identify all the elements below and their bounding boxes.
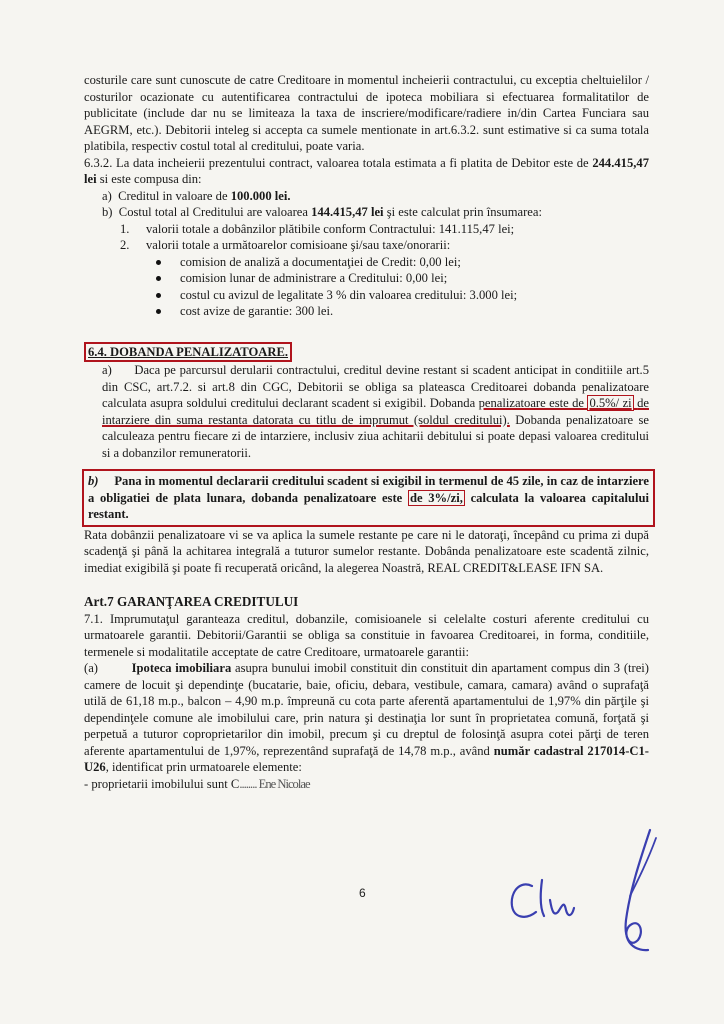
paragraph-rata: Rata dobânzii penalizatoare vi se va aplica la sumele restante pe care ni le datoraţi, începând cu prima zi după scadenţă şi până la achitarea integrală a tuturor sumelor restante. Dobânda penalizatoare este scadentă zilnic, imediat exigibilă şi poate fi recuperată oricând, la alegerea Noastră, REAL CREDIT&LEASE IFN SA. — [84, 527, 649, 575]
list-item: comision lunar de administrare a Creditului: 0,00 lei; — [180, 270, 649, 287]
paragraph-intro: costurile care sunt cunoscute de catre Creditoare in momentul incheierii contractului, cu exceptia cheltuielilor / costurilor ocazionate cu autentificarea contractului de ipoteca mobiliara si efectuarea formalitatilor de publicitate (include dar nu se limiteaza la taxa de inscriere/modificare/radiere in/din Cartea Funciara sau AEGRM, etc.). Debitorii inteleg si accepta ca sumele mentionate in art.6.3.2. sunt estimative si ca suma totala platibila, respectiv costul total al creditului, poate varia. — [84, 73, 649, 153]
fees-list — [84, 254, 649, 320]
redacted-text: ........ Ene Nicolae — [239, 776, 310, 791]
paragraph-7-1-a: (a) Ipoteca imobiliara asupra bunului imobil constituit din constituit din apartament compus din 3 (trei) camere de locuit şi dependinţe (bucatarie, baie, oficiu, debara, vestibule, camara, camara) având o suprafaţă utilă de 61,18 m.p., balcon – 4,90 m.p. împreună cu cota parte aferentă apartamentului de 1,97% din părţile şi dependinţele comune ale imobilului care, prin natura şi destinaţia lor sunt în proprietatea comună, forţată şi perpetuă a tuturor coproprietarilor din imobil, precum şi cu dreptul de folosinţă asupra cotei părţi de teren aferente apartamentului de 1,97%, reprezentând suprafaţă de 14,78 m.p., având număr cadastral 217014-C1-U26, identificat prin urmatoarele elemente: — [84, 661, 649, 774]
penalty-rate-box: 0.5%/ zi — [589, 396, 632, 410]
sub-item-2: 2. valorii totale a următoarelor comisioane şi/sau taxe/onorarii: — [120, 238, 451, 252]
paragraph-6-3-2: 6.3.2. La data incheierii prezentului contract, valoarea totala estimata a fi platita de Debitor este de 244.415,47 lei si este compusa din: — [84, 155, 649, 186]
item-a: a) Creditul in valoare de 100.000 lei. — [102, 188, 291, 203]
cadastral-number: număr cadastral 217014-C1-U26 — [84, 743, 649, 774]
handwritten-signature-icon — [480, 820, 690, 970]
highlight-box: 6.4. DOBANDA PENALIZATOARE. — [84, 342, 292, 363]
sub-item-1: 1. valorii totale a dobânzilor plătibile conform Contractului: 141.115,47 lei; — [120, 221, 515, 236]
article-7-heading: Art.7 GARANŢAREA CREDITULUI — [84, 594, 299, 609]
total-amount: 244.415,47 lei — [84, 155, 649, 186]
daily-rate-box: de 3%/zi, — [409, 490, 463, 505]
highlighted-penalty-text: penalizatoare este de 0.5%/ zi de intarziere din suma restanta datorata cu titlu de imprumut (soldul creditului). — [102, 396, 649, 427]
paragraph-6-4-a: a) Daca pe parcursul derularii contractului, creditul devine restant si scadent anticipat in conditiile art.5 din CSC, art.7.2. si art.8 din CGC, Debitorii se obliga sa plateasca Creditoarei dobanda penalizatoare calculata asupra soldului creditului declarant scadent si exigibil. Dobanda penalizatoare este de 0.5%/ zi de intarziere din suma restanta datorata cu titlu de imprumut (soldul creditului). Dobanda penalizatoare se calculeaza pentru fiecare zi de intarziere, inclusiv ziua achitarii debitului si poate depasi valoarea creditului si a dobanzilor remuneratorii. — [102, 363, 650, 460]
page-number: 6 — [359, 886, 366, 900]
paragraph-6-4-b: b) Pana in momentul declararii creditului scadent si exigibil in termenul de 45 zile, in caz de intarziere a obligatiei de plata lunara, dobanda penalizatoare este de 3%/zi, calculata la valoarea capitalului restant. — [82, 469, 655, 527]
item-b: b) Costul total al Creditului are valoarea 144.415,47 lei şi este calculat prin însumarea: — [102, 205, 542, 219]
list-item: cost avize de garantie: 300 lei. — [180, 303, 649, 320]
section-6-4-heading — [84, 342, 649, 363]
list-item: costul cu avizul de legalitate 3 % din valoarea creditului: 3.000 lei; — [180, 287, 649, 304]
paragraph-owners: - proprietarii imobilului sunt C........ Ene Nicolae — [84, 776, 310, 791]
document-body — [84, 72, 649, 792]
list-item: comision de analiză a documentaţiei de Credit: 0,00 lei; — [180, 254, 649, 271]
paragraph-7-1: 7.1. Imprumutaţul garanteaza creditul, dobanzile, comisioanele si celelalte costuri aferente creditului cu urmatoarele garantii. Debitorii/Garantii se obliga sa constituie in favoarea Creditoarei, in forma, conditiile, termenele si modalitatile acceptate de catre Creditoare, urmatoarele garantii: — [84, 611, 649, 659]
